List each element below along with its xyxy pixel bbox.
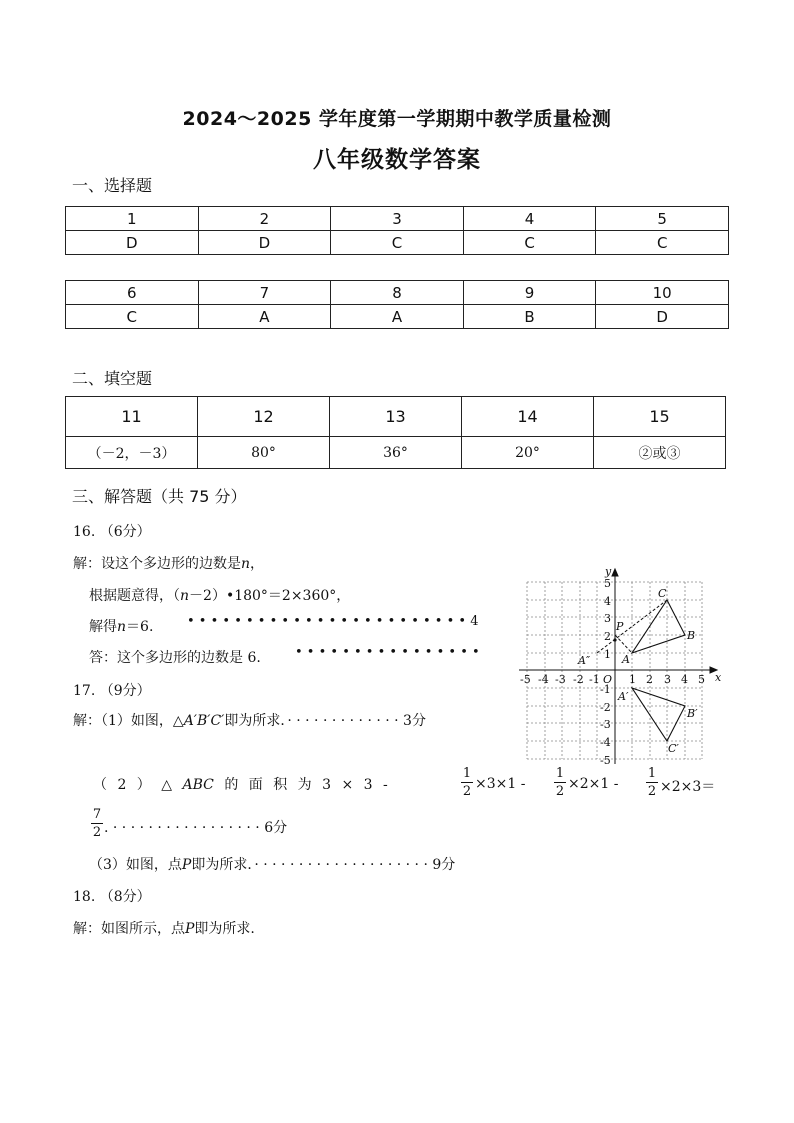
label-a-prime: A′: [618, 690, 629, 703]
x-tick: 1: [629, 673, 636, 686]
q17-term-2: ×2×1 -: [568, 776, 619, 792]
y-tick: 3: [604, 612, 611, 625]
table-cell: 14: [462, 397, 594, 437]
label-a: A: [622, 653, 630, 666]
table-cell: 20°: [462, 437, 594, 469]
fill-blank-table: [65, 396, 726, 469]
label-b-prime: B′: [687, 707, 698, 720]
q16-line-3: 解得n＝6.: [89, 619, 154, 635]
q17-dots-2: . · · · · · · · · · · · · · · · · · 6分: [104, 820, 288, 836]
table-cell: D: [66, 231, 199, 255]
y-tick: 1: [604, 648, 611, 661]
q16-label: 16. （6分）: [73, 524, 151, 540]
fraction-result: 7 2: [92, 807, 102, 840]
x-tick: -4: [538, 673, 549, 686]
triangle-a1b1c1: [632, 688, 685, 741]
table-cell: 36°: [330, 437, 462, 469]
x-tick: -1: [589, 673, 600, 686]
q18-line-1: 解：如图所示，点P即为所求.: [73, 921, 255, 937]
y-tick: -3: [600, 718, 611, 731]
y-axis-label: y: [605, 565, 612, 578]
origin-label: O: [603, 673, 613, 686]
table-cell: 9: [463, 281, 596, 305]
table-row: [66, 437, 726, 469]
y-tick: 2: [604, 630, 611, 643]
table-row: [66, 281, 729, 305]
table-cell: 13: [330, 397, 462, 437]
label-p: P: [616, 620, 624, 633]
q16-line-1: 解：设这个多边形的边数是n，: [73, 556, 265, 572]
fraction-half-2: 1 2: [555, 766, 565, 799]
x-tick: 2: [646, 673, 653, 686]
q16-line-4: 答：这个多边形的边数是 6.: [89, 650, 261, 666]
x-tick: -3: [555, 673, 566, 686]
table-cell: A: [198, 305, 331, 329]
q16-dots-3: • • • • • • • • • • • • • • • • • • • • • • • • 4: [187, 614, 479, 629]
label-c: C: [658, 587, 667, 600]
table-cell: 10: [596, 281, 729, 305]
choice-table-1: [65, 206, 729, 255]
q17-term-3: ×2×3＝: [660, 779, 716, 795]
section-solution-heading: 三、解答题（共 75 分）: [72, 487, 247, 506]
x-tick: -5: [520, 673, 531, 686]
table-row: [66, 305, 729, 329]
triangle-abc: [632, 600, 685, 653]
x-tick: 5: [698, 673, 705, 686]
table-cell: D: [596, 305, 729, 329]
table-cell: 6: [66, 281, 199, 305]
table-cell: 7: [198, 281, 331, 305]
q16-line-2: 根据题意得，（n－2）•180°＝2×360°，: [89, 588, 351, 604]
table-cell: A: [331, 305, 464, 329]
q17-label: 17. （9分）: [73, 683, 151, 699]
table-row: [66, 397, 726, 437]
fraction-half-3: 1 2: [647, 766, 657, 799]
table-cell: ②或③: [594, 437, 726, 469]
q16-dots-4: • • • • • • • • • • • • • • • •: [295, 645, 480, 660]
table-cell: B: [463, 305, 596, 329]
table-cell: 15: [594, 397, 726, 437]
table-cell: 3: [331, 207, 464, 231]
table-row: [66, 207, 729, 231]
fraction-half-1: 1 2: [462, 766, 472, 799]
table-cell: 1: [66, 207, 199, 231]
section-fill-blank-heading: 二、填空题: [72, 369, 153, 388]
document-title: 2024～2025 学年度第一学期期中教学质量检测: [182, 108, 612, 130]
table-cell: C: [596, 231, 729, 255]
y-tick: 4: [604, 595, 611, 608]
q17-term-1: ×3×1 -: [475, 776, 526, 792]
coordinate-figure: [515, 563, 727, 768]
q17-line-1: 解：（1）如图，△A′B′C′即为所求．· · · · · · · · · · · · · 3分: [73, 713, 426, 729]
table-cell: 11: [66, 397, 198, 437]
table-cell: C: [66, 305, 199, 329]
q18-label: 18. （8分）: [73, 889, 151, 905]
table-cell: 12: [198, 397, 330, 437]
table-cell: C: [331, 231, 464, 255]
table-cell: 8: [331, 281, 464, 305]
table-cell: 4: [463, 207, 596, 231]
table-cell: 80°: [198, 437, 330, 469]
x-tick: 3: [664, 673, 671, 686]
y-tick: -4: [600, 736, 611, 749]
table-row: [66, 231, 729, 255]
section-multiple-choice-heading: 一、选择题: [72, 176, 153, 195]
axes: [519, 569, 717, 764]
x-axis-label: x: [715, 671, 722, 684]
y-tick: -5: [600, 754, 611, 767]
label-b: B: [687, 629, 696, 642]
choice-table-2: [65, 280, 729, 329]
table-cell: 5: [596, 207, 729, 231]
y-tick: 5: [604, 577, 611, 590]
q17-line-2-start: （ 2 ） △ ABC 的 面 积 为 3 × 3 -: [93, 777, 388, 793]
document-subtitle: 八年级数学答案: [313, 147, 481, 173]
q17-line-3: （3）如图，点P即为所求．· · · · · · · · · · · · · · · · · · · · 9分: [89, 857, 456, 873]
table-cell: D: [198, 231, 331, 255]
table-cell: 2: [198, 207, 331, 231]
table-cell: C: [463, 231, 596, 255]
x-tick: 4: [681, 673, 688, 686]
label-a-double-prime: A″: [578, 654, 591, 667]
table-cell: （－2，－3）: [66, 437, 198, 469]
label-c-prime: C′: [668, 742, 679, 755]
y-tick: -2: [600, 701, 611, 714]
y-tick: -1: [600, 683, 611, 696]
point-p: [613, 638, 616, 641]
x-tick: -2: [573, 673, 584, 686]
